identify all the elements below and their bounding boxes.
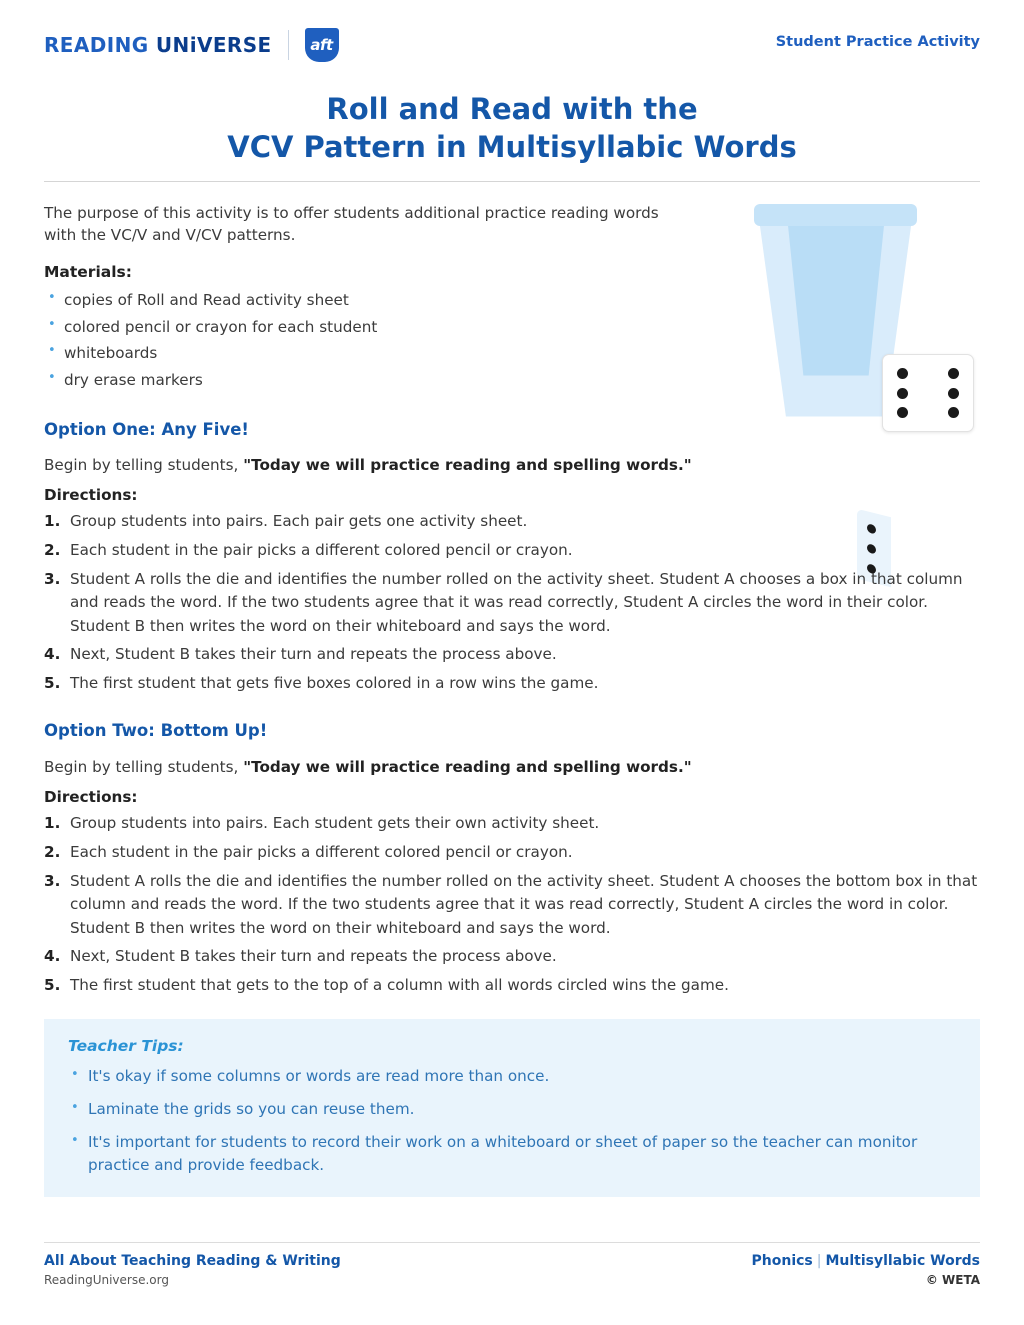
footer-tag-multisyllabic: Multisyllabic Words (825, 1253, 980, 1269)
list-item: The first student that gets five boxes colored in a row wins the game. (70, 673, 599, 692)
footer-tags (752, 1253, 980, 1269)
page-title-line-2: VCV Pattern in Multisyllabic Words (227, 130, 797, 165)
page-title (44, 90, 980, 167)
page-footer (44, 1242, 980, 1287)
intro-paragraph: The purpose of this activity is to offer students additional practice reading words with the VC/V and V/CV patterns. (44, 203, 659, 245)
begin-prefix: Begin by telling students, (44, 455, 244, 474)
footer-website: ReadingUniverse.org (44, 1273, 169, 1287)
logo-universe-text: UNiVERSE (155, 33, 272, 57)
list-item: • It's okay if some columns or words are read more than once. (68, 1065, 956, 1088)
list-item: Next, Student B takes their turn and repeats the process above. (70, 645, 557, 664)
page-title-line-1: Roll and Read with the (326, 92, 698, 126)
begin-quote: "Today we will practice reading and spelling words." (243, 455, 692, 474)
option-two-begin-line (44, 756, 980, 779)
option-one-steps (44, 510, 980, 695)
cup-rim (754, 204, 917, 226)
footer-right (752, 1253, 980, 1287)
footer-copyright: © WETA (925, 1273, 980, 1287)
page-header (44, 28, 980, 70)
die-pip (897, 407, 908, 418)
option-two-directions-heading: Directions: (44, 788, 138, 807)
aft-logo-icon: aft (305, 28, 339, 62)
begin-prefix: Begin by telling students, (44, 757, 244, 776)
option-two-steps (44, 812, 980, 997)
begin-quote: "Today we will practice reading and spelling words." (243, 757, 692, 776)
list-item: The first student that gets to the top of a column with all words circled wins the game. (70, 975, 729, 994)
footer-tag-phonics: Phonics (751, 1253, 813, 1269)
option-one-directions-heading: Directions: (44, 486, 138, 505)
materials-list (44, 287, 980, 393)
option-one-heading: Option One: Any Five! (44, 419, 249, 439)
list-item: • dry erase markers (44, 367, 980, 394)
logo-divider (288, 30, 289, 60)
logo-wordmark (44, 33, 272, 57)
brand-logo (44, 28, 339, 62)
list-item: Student A rolls the die and identifies the number rolled on the activity sheet. Student A chooses a box in that column and reads the word. If the two students agree that it was read correctly, Student A circles the word in their color. Student B then writes the word on their whiteboard and says the word. (70, 569, 963, 635)
list-item: • whiteboards (44, 340, 980, 367)
option-two-heading: Option Two: Bottom Up! (44, 721, 268, 741)
list-item: Student A rolls the die and identifies the number rolled on the activity sheet. Student A chooses the bottom box in that column and reads the word. If the two students agree that it was read correctly, Student A circles the word in color. Student B then writes the word on their whiteboard and says the word. (70, 871, 978, 937)
footer-tag-separator: | (816, 1253, 822, 1269)
list-item: • copies of Roll and Read activity sheet (44, 287, 980, 314)
teacher-tips-heading: Teacher Tips: (68, 1037, 184, 1056)
die-pip (948, 407, 959, 418)
list-item: Group students into pairs. Each pair gets one activity sheet. (70, 512, 528, 531)
logo-reading-text: READING (44, 33, 149, 57)
footer-title: All About Teaching Reading & Writing (44, 1253, 341, 1269)
list-item: Next, Student B takes their turn and repeats the process above. (70, 947, 557, 966)
option-one-begin-line (44, 454, 980, 477)
list-item: • It's important for students to record their work on a whiteboard or sheet of paper so the teacher can monitor practice and provide feedback. (68, 1131, 956, 1177)
title-divider (44, 181, 980, 182)
teacher-tips-box (44, 1019, 980, 1196)
list-item: Each student in the pair picks a different colored pencil or crayon. (70, 541, 573, 560)
list-item: Group students into pairs. Each student gets their own activity sheet. (70, 814, 600, 833)
footer-left (44, 1253, 341, 1287)
document-content (44, 202, 980, 1197)
list-item: Each student in the pair picks a different colored pencil or crayon. (70, 842, 573, 861)
activity-type-label: Student Practice Activity (775, 34, 980, 50)
materials-heading: Materials: (44, 263, 132, 282)
teacher-tips-list (68, 1065, 956, 1176)
list-item: • Laminate the grids so you can reuse them. (68, 1098, 956, 1121)
list-item: • colored pencil or crayon for each student (44, 314, 980, 341)
